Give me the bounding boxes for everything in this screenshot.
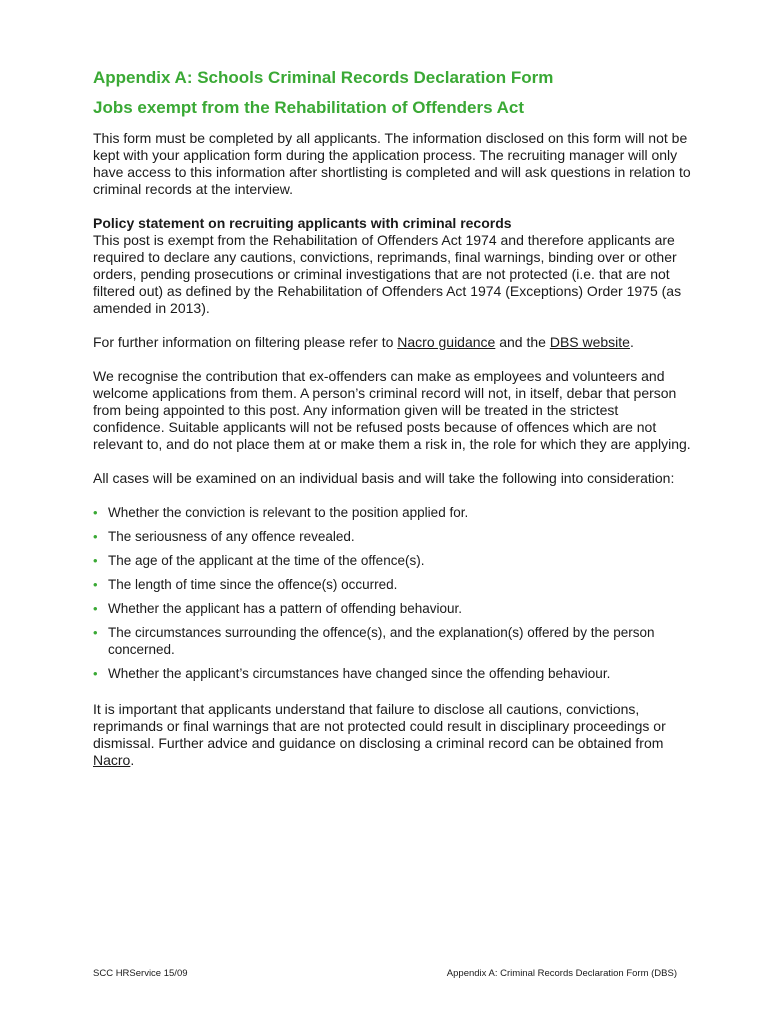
list-item	[93, 624, 693, 658]
closing-suffix: .	[130, 752, 135, 768]
list-item	[93, 504, 693, 521]
policy-paragraph: This post is exempt from the Rehabilitation of Offenders Act 1974 and therefore applicants are required to declare any cautions, convictions, reprimands, final warnings, binding over or other orders, pending prosecutions or criminal investigations that are not protected (i.e. that are not filtered out) as defined by the Rehabilitation of Offenders Act 1974 (Exceptions) Order 1975 (as amended in 2013).	[93, 232, 682, 316]
bullet-icon: •	[93, 666, 98, 681]
bullet-icon: •	[93, 625, 98, 640]
list-item-text: The length of time since the offence(s) occurred.	[108, 577, 398, 592]
nacro-guidance-link[interactable]: Nacro guidance	[397, 334, 496, 350]
list-item-text: Whether the applicant has a pattern of offending behaviour.	[108, 601, 462, 616]
further-info-suffix: .	[629, 334, 634, 350]
document-subtitle: Jobs exempt from the Rehabilitation of Offenders Act	[93, 98, 525, 117]
bullet-icon: •	[93, 601, 98, 616]
nacro-link[interactable]: Nacro	[93, 752, 131, 768]
list-item-text: Whether the applicant’s circumstances have changed since the offending behaviour.	[108, 666, 611, 681]
closing-text: It is important that applicants understand that failure to disclose all cautions, convictions, reprimands or final warnings that are not protected could result in disciplinary proceedings or dismissal. Further advice and guidance on disclosing a criminal record can be obtained from	[93, 701, 666, 751]
further-info-paragraph	[93, 334, 693, 351]
list-item	[93, 576, 693, 593]
consideration-list	[93, 504, 693, 682]
recognise-paragraph: We recognise the contribution that ex-offenders can make as employees and volunteers and welcome applications from them. A person’s criminal record will not, in itself, debar that person from being appointed to this post. Any information given will be treated in the strictest confidence. Suitable applicants will not be refused posts because of offences which are not relevant to, and do not place them at or make them a risk in, the role for which they are applying.	[93, 368, 691, 452]
list-item-text: The circumstances surrounding the offence(s), and the explanation(s) offered by the person concerned.	[108, 625, 655, 657]
list-item-text: Whether the conviction is relevant to the position applied for.	[108, 505, 469, 520]
footer-right: Appendix A: Criminal Records Declaration Form (DBS)	[446, 968, 677, 979]
document-body	[93, 66, 693, 769]
document-title: Appendix A: Schools Criminal Records Declaration Form	[93, 68, 554, 87]
bullet-icon: •	[93, 505, 98, 520]
closing-paragraph	[93, 701, 693, 769]
bullet-icon: •	[93, 577, 98, 592]
list-item	[93, 600, 693, 617]
further-info-prefix: For further information on filtering please refer to	[93, 334, 398, 350]
cases-intro-paragraph: All cases will be examined on an individual basis and will take the following into consideration:	[93, 470, 675, 486]
policy-heading: Policy statement on recruiting applicants with criminal records	[93, 215, 512, 231]
bullet-icon: •	[93, 553, 98, 568]
list-item	[93, 665, 693, 682]
list-item	[93, 528, 693, 545]
further-info-middle: and the	[495, 334, 550, 350]
footer-left: SCC HRService 15/09	[93, 968, 188, 979]
bullet-icon: •	[93, 529, 98, 544]
list-item-text: The seriousness of any offence revealed.	[108, 529, 355, 544]
list-item-text: The age of the applicant at the time of the offence(s).	[108, 553, 425, 568]
list-item	[93, 552, 693, 569]
intro-paragraph: This form must be completed by all applicants. The information disclosed on this form will not be kept with your application form during the application process. The recruiting manager will only have access to this information after shortlisting is completed and will ask questions in relation to criminal records at the interview.	[93, 130, 691, 197]
dbs-website-link[interactable]: DBS website	[549, 334, 630, 350]
